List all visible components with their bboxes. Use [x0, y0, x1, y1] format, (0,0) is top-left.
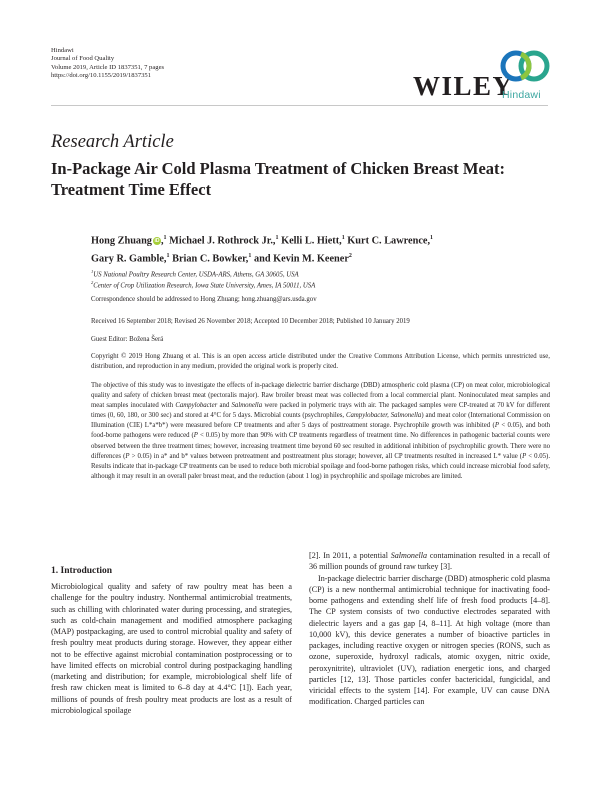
author-name[interactable]: Gary R. Gamble,: [91, 253, 167, 265]
copyright: Copyright © 2019 Hong Zhuang et al. This is an open access article distributed under the Creative Commons Attribution License, which permits unrestricted use, distribution, and reproduction in any medium, provided the original work is properly cited.: [91, 353, 550, 370]
author-name[interactable]: and Kevin M. Keener: [253, 253, 349, 265]
paragraph: In-package dielectric barrier discharge (DBD) atmospheric cold plasma (CP) is a new nonthermal antimicrobial technique for inactivating food-borne pathogens and extending shelf life of fresh food products [4–8]. The CP system consists of two conductive electrodes separated with dielectric layers and a gas gap [4, 8–11]. At high voltage (more than 10,000 kV), this device generates a number of bioactive particles in packages, including reactive oxygen or nitrogen species (RONS, such as ozone, superoxide, hydroxyl radicals, atomic oxygen, nitric oxide, peroxynitrite), ultraviolet (UV), radiation energetic ions, and charged particles [12, 13]. Those particles confer bactericidal, fungicidal, and viricidal effects to the system [14]. For example, UV can cause DNA modification. Charged particles can: [309, 573, 550, 707]
affiliation-2: $^2$Center of Crop Utilization Research, Iowa State University, Ames, IA 50011, USA: [91, 280, 316, 290]
article-type: Research Article: [51, 132, 174, 152]
right-column: [309, 550, 550, 708]
section-heading: 1. Introduction: [51, 566, 113, 576]
left-column: [51, 581, 292, 716]
author-name[interactable]: Brian C. Bowker,: [172, 253, 249, 265]
journal-meta: [51, 47, 164, 81]
author-name[interactable]: Hong Zhuang: [91, 235, 152, 247]
journal-name: Journal of Food Quality: [51, 55, 115, 63]
publisher-line: Hindawi: [51, 47, 74, 54]
author-list: Hong Zhuang iD ,$^1$ Michael J. Rothrock Jr.,$^1$ Kelli L. Hiett,$^1$ Kurt C. Lawrence,$^1$ Gary R. Gamble,$^1$ Brian C. Bowker,$^1$ and Kevin M. Keener$^2$: [91, 235, 434, 265]
author-name[interactable]: Kurt C. Lawrence,: [347, 235, 431, 247]
volume-line: Volume 2019, Article ID 1837351, 7 pages: [51, 63, 165, 71]
doi-link[interactable]: https://doi.org/10.1155/2019/1837351: [51, 72, 152, 80]
correspondence: Correspondence should be addressed to Hong Zhuang; hong.zhuang@ars.usda.gov: [91, 296, 317, 303]
hindawi-logo-text: Hindawi: [502, 89, 541, 101]
guest-editor: Guest Editor: Božena Šerá: [91, 336, 164, 343]
dates: Received 16 September 2018; Revised 26 November 2018; Accepted 10 December 2018; Published 10 January 2019: [91, 318, 410, 325]
abstract: The objective of this study was to investigate the effects of in-package dielectric barrier discharge (DBD) atmospheric cold plasma (CP) on meat color, microbiological quality and safety of chicken breast meat (pectoralis major). Raw broiler breast meat was collected from a local commercial plant. Noninoculated meat samples and meat samples inoculated with Campylobacter and Salmonella were packed in polymeric trays with air. The packaged samples were CP-treated at 70 kV for different times (0, 60, 180, or 300 sec) and stored at 4°C for 5 days. Microbial counts (psychrophiles, Campylobacter, Salmonella) and meat color (International Commission on Illumination (CIE) L*a*b*) were measured before CP treatments and after 5 days of posttreatment storage. Psychrophile growth was inhibited (P < 0.05), and both food-borne pathogens were reduced (P < 0.05) by more than 90% with CP treatments regardless of treatment time. No differences in pathogenic bacterial counts were observed between the three treatment times; however, increasing treatment time beyond 60 sec resulted in additional inhibition of psychrophilic growth. There were no differences (P > 0.05) in a* and b* values between pretreatment and posttreatment plus storage; however, all CP treatments resulted in increased L* value (P < 0.05). Results indicate that in-package CP treatments can be used to reduce both microbial spoilage and food-borne pathogen risks, which could increase microbial food safety, although it may result in an overall paler breast meat, and the reduction (about 1 log) in psychrophilic and spoilage microbes are limited.: [91, 382, 551, 480]
affiliation-1: $^1$US National Poultry Research Center, USDA-ARS, Athens, GA 30605, USA: [91, 269, 299, 279]
orcid-icon[interactable]: iD: [154, 238, 160, 245]
paragraph: Microbiological quality and safety of raw poultry meat has been a challenge for the poultry industry. Nonthermal antimicrobial treatments, such as chilling with chlorinated water during processing, and strategies, such as cold-chain management and modified atmosphere packaging (MAP) postpackaging, are used to control microbial quality and safety of fresh poultry meat products during storage. However, they appear either not to be effective against microbial contamination postprocessing or to have limited effects on microbial control during postpackaging handling (marketing and distribution; for example, microbiological shelf life of fresh raw chicken meat is limited to 6–8 day at 4.4°C [1]). Each year, millions of pounds of fresh poultry meat products are lost as a result of microbiological spoilage: [51, 582, 292, 715]
header-divider: [51, 105, 548, 106]
wiley-logo: WILEY: [413, 71, 514, 101]
author-name[interactable]: Kelli L. Hiett,: [281, 235, 342, 247]
paragraph: [2]. In 2011, a potential Salmonella contamination resulted in a recall of 36 million pounds of ground raw turkey [3].: [309, 551, 551, 572]
author-name[interactable]: Michael J. Rothrock Jr.,: [169, 235, 276, 247]
hindawi-logo-icon: [499, 45, 551, 87]
article-title: In-Package Air Cold Plasma Treatment of Chicken Breast Meat: Treatment Time Effect: [51, 159, 506, 199]
